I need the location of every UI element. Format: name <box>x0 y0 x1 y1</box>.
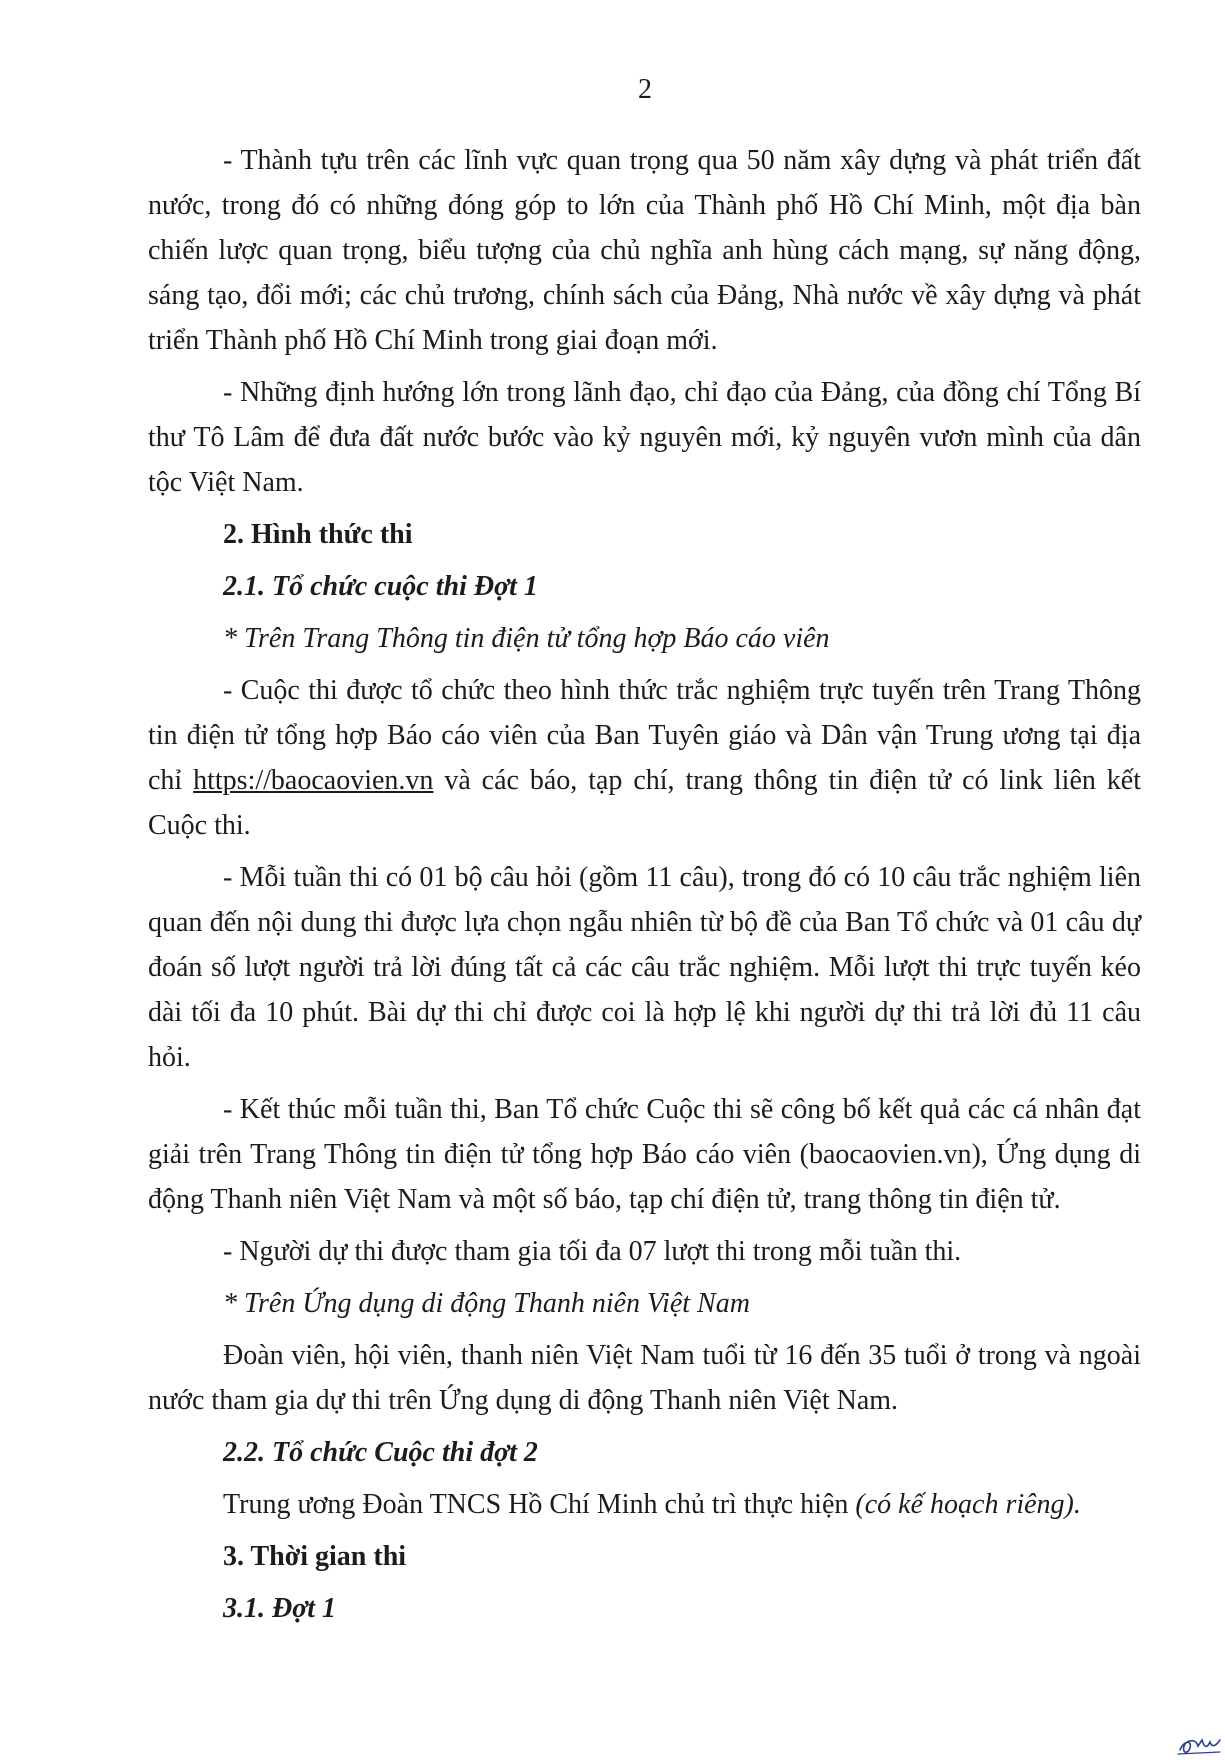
heading-exam-time: 3. Thời gian thi <box>223 1541 407 1572</box>
paragraph-results-announcement: - Kết thúc mỗi tuần thi, Ban Tổ chức Cuộc thi sẽ công bố kết quả các cá nhân đạt giải trên Trang Thông tin điện tử tổng hợp Báo cáo viên (baocaovien.vn), Ứng dụng di động Thanh niên Việt Nam và một số báo, tạp chí điện tử, trang thông tin điện tử. <box>148 1094 1141 1215</box>
subheading-youth-app: * Trên Ứng dụng di động Thanh niên Việt Nam <box>223 1288 750 1319</box>
subheading-reporter-portal: * Trên Trang Thông tin điện tử tổng hợp Báo cáo viên <box>223 623 830 654</box>
paragraph-orientations: - Những định hướng lớn trong lãnh đạo, chỉ đạo của Đảng, của đồng chí Tổng Bí thư Tô Lâm để đưa đất nước bước vào kỷ nguyên mới, kỷ nguyên vươn mình của dân tộc Việt Nam. <box>148 377 1141 498</box>
page-number: 2 <box>638 74 652 105</box>
paragraph-round-2-host-text: Trung ương Đoàn TNCS Hồ Chí Minh chủ trì thực hiện <box>223 1489 856 1520</box>
heading-exam-format: 2. Hình thức thi <box>223 519 413 550</box>
document-body <box>148 138 1141 1638</box>
heading-round-1-organization: 2.1. Tổ chức cuộc thi Đợt 1 <box>223 571 538 602</box>
paragraph-online-quiz-text-end: và các báo, tạp chí, trang thông tin điện tử có link liên kết Cuộc thi. <box>148 765 1141 841</box>
heading-round-1-time: 3.1. Đợt 1 <box>223 1593 337 1624</box>
separate-plan-note: (có kế hoạch riêng). <box>855 1489 1081 1520</box>
paragraph-weekly-questions: - Mỗi tuần thi có 01 bộ câu hỏi (gồm 11 câu), trong đó có 10 câu trắc nghiệm liên quan đến nội dung thi được lựa chọn ngẫu nhiên từ bộ đề của Ban Tổ chức và 01 câu dự đoán số lượt người trả lời đúng tất cả các câu trắc nghiệm. Mỗi lượt thi trực tuyến kéo dài tối đa 10 phút. Bài dự thi chỉ được coi là hợp lệ khi người dự thi trả lời đủ 11 câu hỏi. <box>148 862 1141 1073</box>
paragraph-online-quiz <box>148 668 1141 848</box>
handwritten-initial <box>1176 1734 1222 1758</box>
heading-round-2-organization: 2.2. Tổ chức Cuộc thi đợt 2 <box>223 1437 538 1468</box>
website-link[interactable]: https://baocaovien.vn <box>193 765 434 796</box>
paragraph-online-quiz-text: - Cuộc thi được tổ chức theo hình thức trắc nghiệm trực tuyến trên Trang Thông tin điện tử tổng hợp Báo cáo viên của Ban Tuyên giáo và Dân vận Trung ương tại địa chỉ <box>148 675 1141 796</box>
paragraph-youth-participants: Đoàn viên, hội viên, thanh niên Việt Nam tuổi từ 16 đến 35 tuổi ở trong và ngoài nước tham gia dự thi trên Ứng dụng di động Thanh niên Việt Nam. <box>148 1340 1141 1416</box>
paragraph-attempt-limit: - Người dự thi được tham gia tối đa 07 lượt thi trong mỗi tuần thi. <box>223 1236 962 1267</box>
paragraph-round-2-host <box>148 1482 1141 1527</box>
paragraph-achievements: - Thành tựu trên các lĩnh vực quan trọng qua 50 năm xây dựng và phát triển đất nước, trong đó có những đóng góp to lớn của Thành phố Hồ Chí Minh, một địa bàn chiến lược quan trọng, biểu tượng của chủ nghĩa anh hùng cách mạng, sự năng động, sáng tạo, đổi mới; các chủ trương, chính sách của Đảng, Nhà nước về xây dựng và phát triển Thành phố Hồ Chí Minh trong giai đoạn mới. <box>148 145 1141 356</box>
